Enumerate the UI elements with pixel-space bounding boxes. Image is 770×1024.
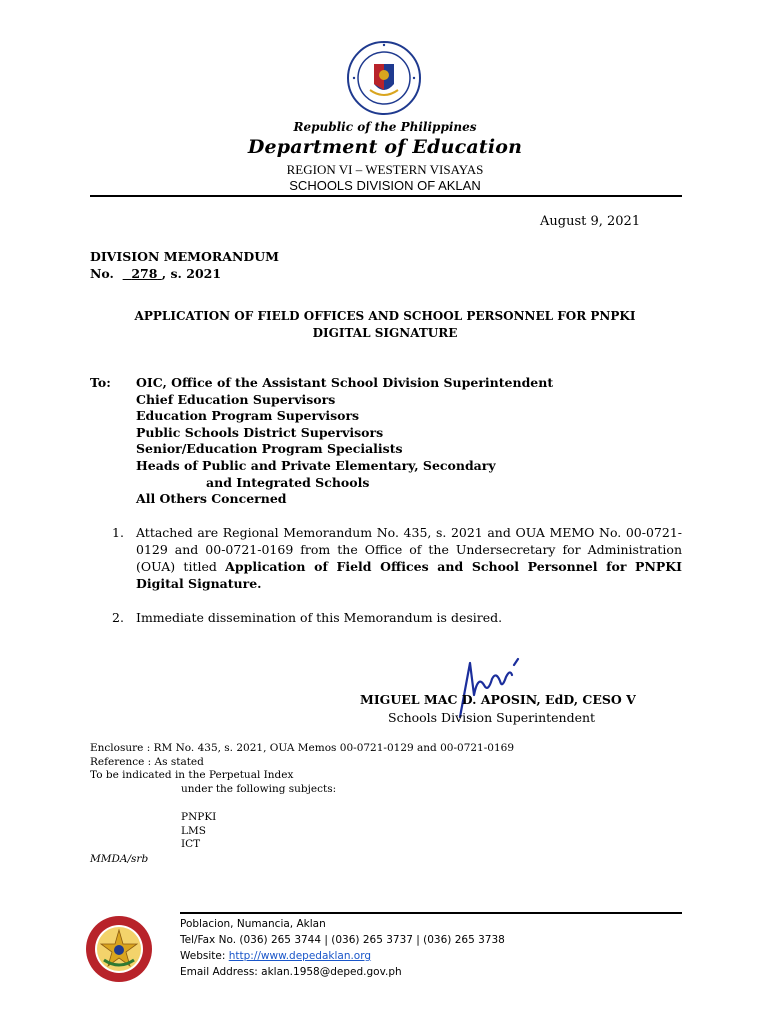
division-aklan-seal-icon [84, 914, 154, 984]
subject-item: PNPKI [181, 811, 217, 823]
reference-line: Reference : As stated [90, 755, 204, 768]
paragraph-1: 1. Attached are Regional Memorandum No. 435, s. 2021 and OUA MEMO No. 00-0721-0129 and 00-0721-0169 from the Office of the Undersecretary for Administration (OUA) titled Application of Field Offices and School Personnel for PNPKI Digital Signature. [112, 525, 682, 591]
memo-number-value: 278 [131, 266, 158, 281]
memo-subject: APPLICATION OF FIELD OFFICES AND SCHOOL PERSONNEL FOR PNPKI DIGITAL SIGNATURE [134, 309, 636, 340]
footer-divider [180, 912, 682, 914]
subject-item: ICT [181, 838, 201, 850]
signatory-title: Schools Division Superintendent [388, 710, 596, 725]
footer-website: Website: http://www.depedaklan.org [180, 950, 372, 962]
memo-date: August 9, 2021 [540, 214, 641, 229]
signatory-name: MIGUEL MAC D. APOSIN, EdD, CESO V [360, 692, 636, 707]
perpetual-index-line: To be indicated in the Perpetual Index [90, 769, 294, 781]
subjects-intro: under the following subjects: [181, 782, 337, 795]
subjects-list [181, 811, 216, 852]
recipient-item: Public Schools District Supervisors [136, 424, 384, 440]
subject-item: LMS [181, 824, 206, 837]
memo-type: DIVISION MEMORANDUM [90, 249, 279, 264]
memo-title-bold: Application of Field Offices and School Personnel for PNPKI Digital Signature. [136, 559, 682, 591]
recipient-item: All Others Concerned [136, 491, 287, 507]
footer-address: Poblacion, Numancia, Aklan [180, 918, 326, 930]
division-heading: SCHOOLS DIVISION OF AKLAN [289, 178, 481, 193]
memo-number: No. 278 , s. 2021 [90, 266, 222, 281]
recipient-list [136, 375, 553, 508]
to-label: To: [90, 375, 111, 390]
footer-email: Email Address: aklan.1958@deped.gov.ph [180, 966, 402, 978]
recipient-item: and Integrated Schools [206, 474, 370, 490]
recipient-item: OIC, Office of the Assistant School Division Superintendent [136, 375, 554, 390]
website-link[interactable]: http://www.depedaklan.org [228, 950, 372, 962]
recipient-item: Heads of Public and Private Elementary, Secondary [136, 457, 496, 473]
footer-telfax: Tel/Fax No. (036) 265 3744 | (036) 265 3737 | (036) 265 3738 [180, 934, 505, 946]
initials: MMDA/srb [90, 853, 149, 865]
header-divider [90, 195, 682, 197]
recipient-item: Chief Education Supervisors [136, 391, 336, 407]
enclosure-line: Enclosure : RM No. 435, s. 2021, OUA Memos 00-0721-0129 and 00-0721-0169 [90, 742, 514, 754]
recipient-item: Senior/Education Program Specialists [136, 441, 403, 457]
footer-contact [180, 916, 505, 980]
deped-seal-icon [346, 40, 422, 116]
paragraph-2: 2. Immediate dissemination of this Memorandum is desired. [112, 610, 503, 625]
republic-heading: Republic of the Philippines [293, 120, 477, 134]
memo-notes [90, 742, 514, 796]
region-heading: REGION VI – WESTERN VISAYAS [286, 162, 484, 177]
department-heading: Department of Education [247, 136, 523, 158]
memo-heading [90, 248, 279, 282]
recipient-item: Education Program Supervisors [136, 408, 360, 424]
